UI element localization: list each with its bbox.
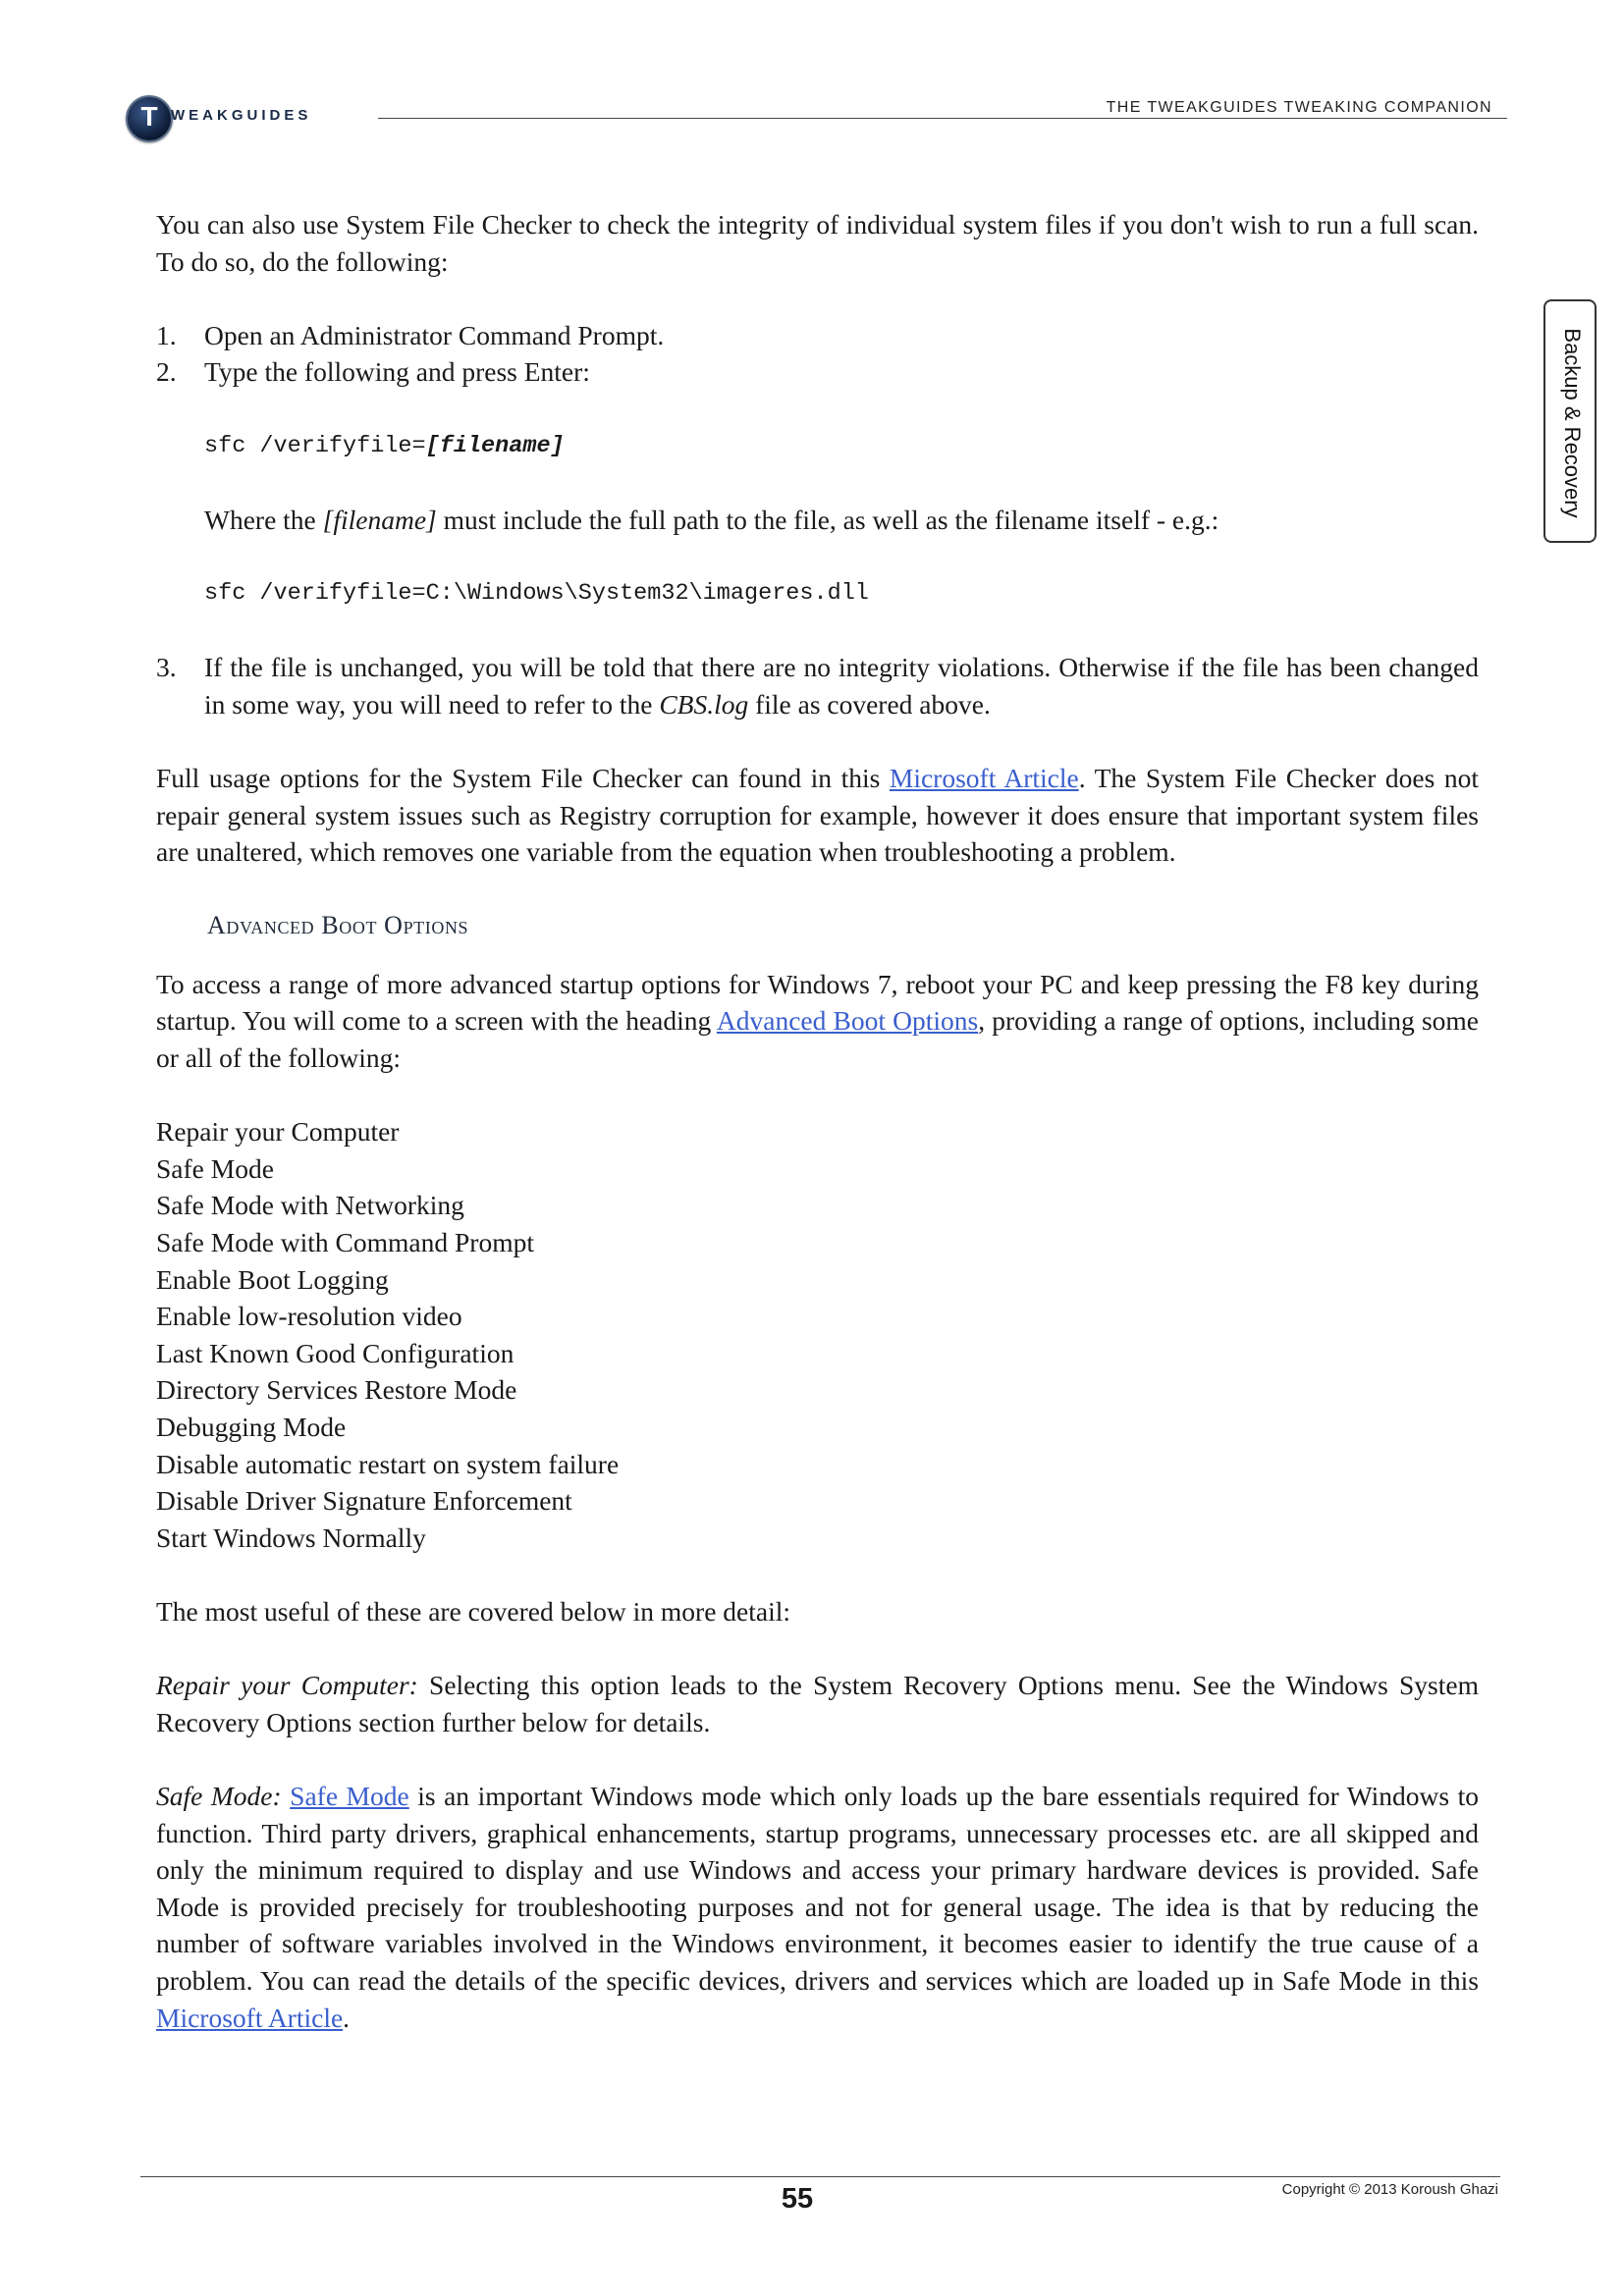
step-3: 3. If the file is unchanged, you will be told that there are no integrity violations. Otherwise if the file has been changed in some way, you will need to refer to the CBS.log file as covered above. [156,649,1479,722]
footer-divider [140,2176,1500,2177]
header-divider [378,118,1507,119]
step-text: Open an Administrator Command Prompt. [204,319,665,350]
command-example-2: sfc /verifyfile=C:\Windows\System32\imageres.dll [204,579,869,607]
copyright-notice: Copyright © 2013 Koroush Ghazi [1281,2181,1498,2198]
list-item: Start Windows Normally [156,1522,426,1553]
microsoft-article-link[interactable]: Microsoft Article [889,762,1079,793]
list-item: Last Known Good Configuration [156,1337,514,1368]
list-item: Enable low-resolution video [156,1301,462,1332]
running-header-title: THE TWEAKGUIDES TWEAKING COMPANION [1106,99,1492,116]
step-2 [156,353,1479,391]
advanced-boot-options-link[interactable]: Advanced Boot Options [716,1005,979,1037]
step-number: 1. [156,319,177,350]
list-item: Repair your Computer [156,1116,400,1148]
step-number: 2. [156,356,177,388]
command-example-1 [156,428,1479,465]
list-item: Safe Mode with Networking [156,1190,464,1221]
page-header [0,0,1624,137]
repair-computer-paragraph: Repair your Computer: Selecting this option leads to the System Recovery Options menu. See the Windows System Recovery Options section further below for details. [156,1670,1479,1737]
section-heading: Advanced Boot Options [207,911,469,940]
list-item: Safe Mode with Command Prompt [156,1227,534,1258]
boot-options-list [156,1113,1479,1556]
logo-emblem-icon: T [126,95,173,142]
safe-mode-paragraph: Safe Mode: Safe Mode is an important Windows mode which only loads up the bare essentials required for Windows to function. Third party drivers, graphical enhancements, startup programs, unnecessary processes etc. are all skipped and only the minimum required to display and use Windows and access your primary hardware devices is provided. Safe Mode is provided precisely for troubleshooting purposes and not for general usage. The idea is that by reducing the number of software variables involved in the Windows environment, it becomes easier to identify the true cause of a problem. You can read the details of the specific devices, drivers and services which are loaded up in Safe Mode in this Microsoft Article. [156,1780,1480,2033]
page-number: 55 [781,2183,814,2215]
chapter-side-tab-label: Backup & Recovery [1560,328,1585,518]
intro-paragraph: You can also use System File Checker to check the integrity of individual system files if you don't wish to run a full scan. To do so, do the following: [156,209,1479,277]
list-item: Debugging Mode [156,1412,347,1442]
command-text: sfc /verifyfile= [204,432,426,459]
safe-mode-link[interactable]: Safe Mode [290,1780,409,1811]
chapter-side-tab [1543,299,1597,543]
list-item: Directory Services Restore Mode [156,1374,517,1406]
microsoft-article-link-2[interactable]: Microsoft Article [156,2002,344,2033]
step-1 [156,317,1479,354]
list-item: Enable Boot Logging [156,1263,389,1295]
list-item: Disable Driver Signature Enforcement [156,1485,572,1517]
command-argument: [filename] [425,432,565,459]
filename-note: Where the [filename] must include the full path to the file, as well as the filename itself - e.g.: [204,504,1219,535]
list-item: Disable automatic restart on system failure [156,1448,620,1479]
step-text: Type the following and press Enter: [204,356,590,388]
useful-paragraph: The most useful of these are covered below in more detail: [156,1595,791,1627]
logo-wordmark: WEAKGUIDES [171,107,312,124]
boot-options-intro: To access a range of more advanced startup options for Windows 7, reboot your PC and keep pressing the F8 key during startup. You will come to a screen with the heading Advanced Boot Options, providing a range of options, including some or all of the following: [156,968,1479,1074]
usage-paragraph: Full usage options for the System File Checker can found in this Microsoft Article. The System File Checker does not repair general system issues such as Registry corruption for example, however it does ensure that important system files are unaltered, which removes one variable from the equation when troubleshooting a problem. [156,762,1479,868]
page-body [156,206,1479,2036]
list-item: Safe Mode [156,1152,274,1184]
step-number: 3. [156,652,177,683]
